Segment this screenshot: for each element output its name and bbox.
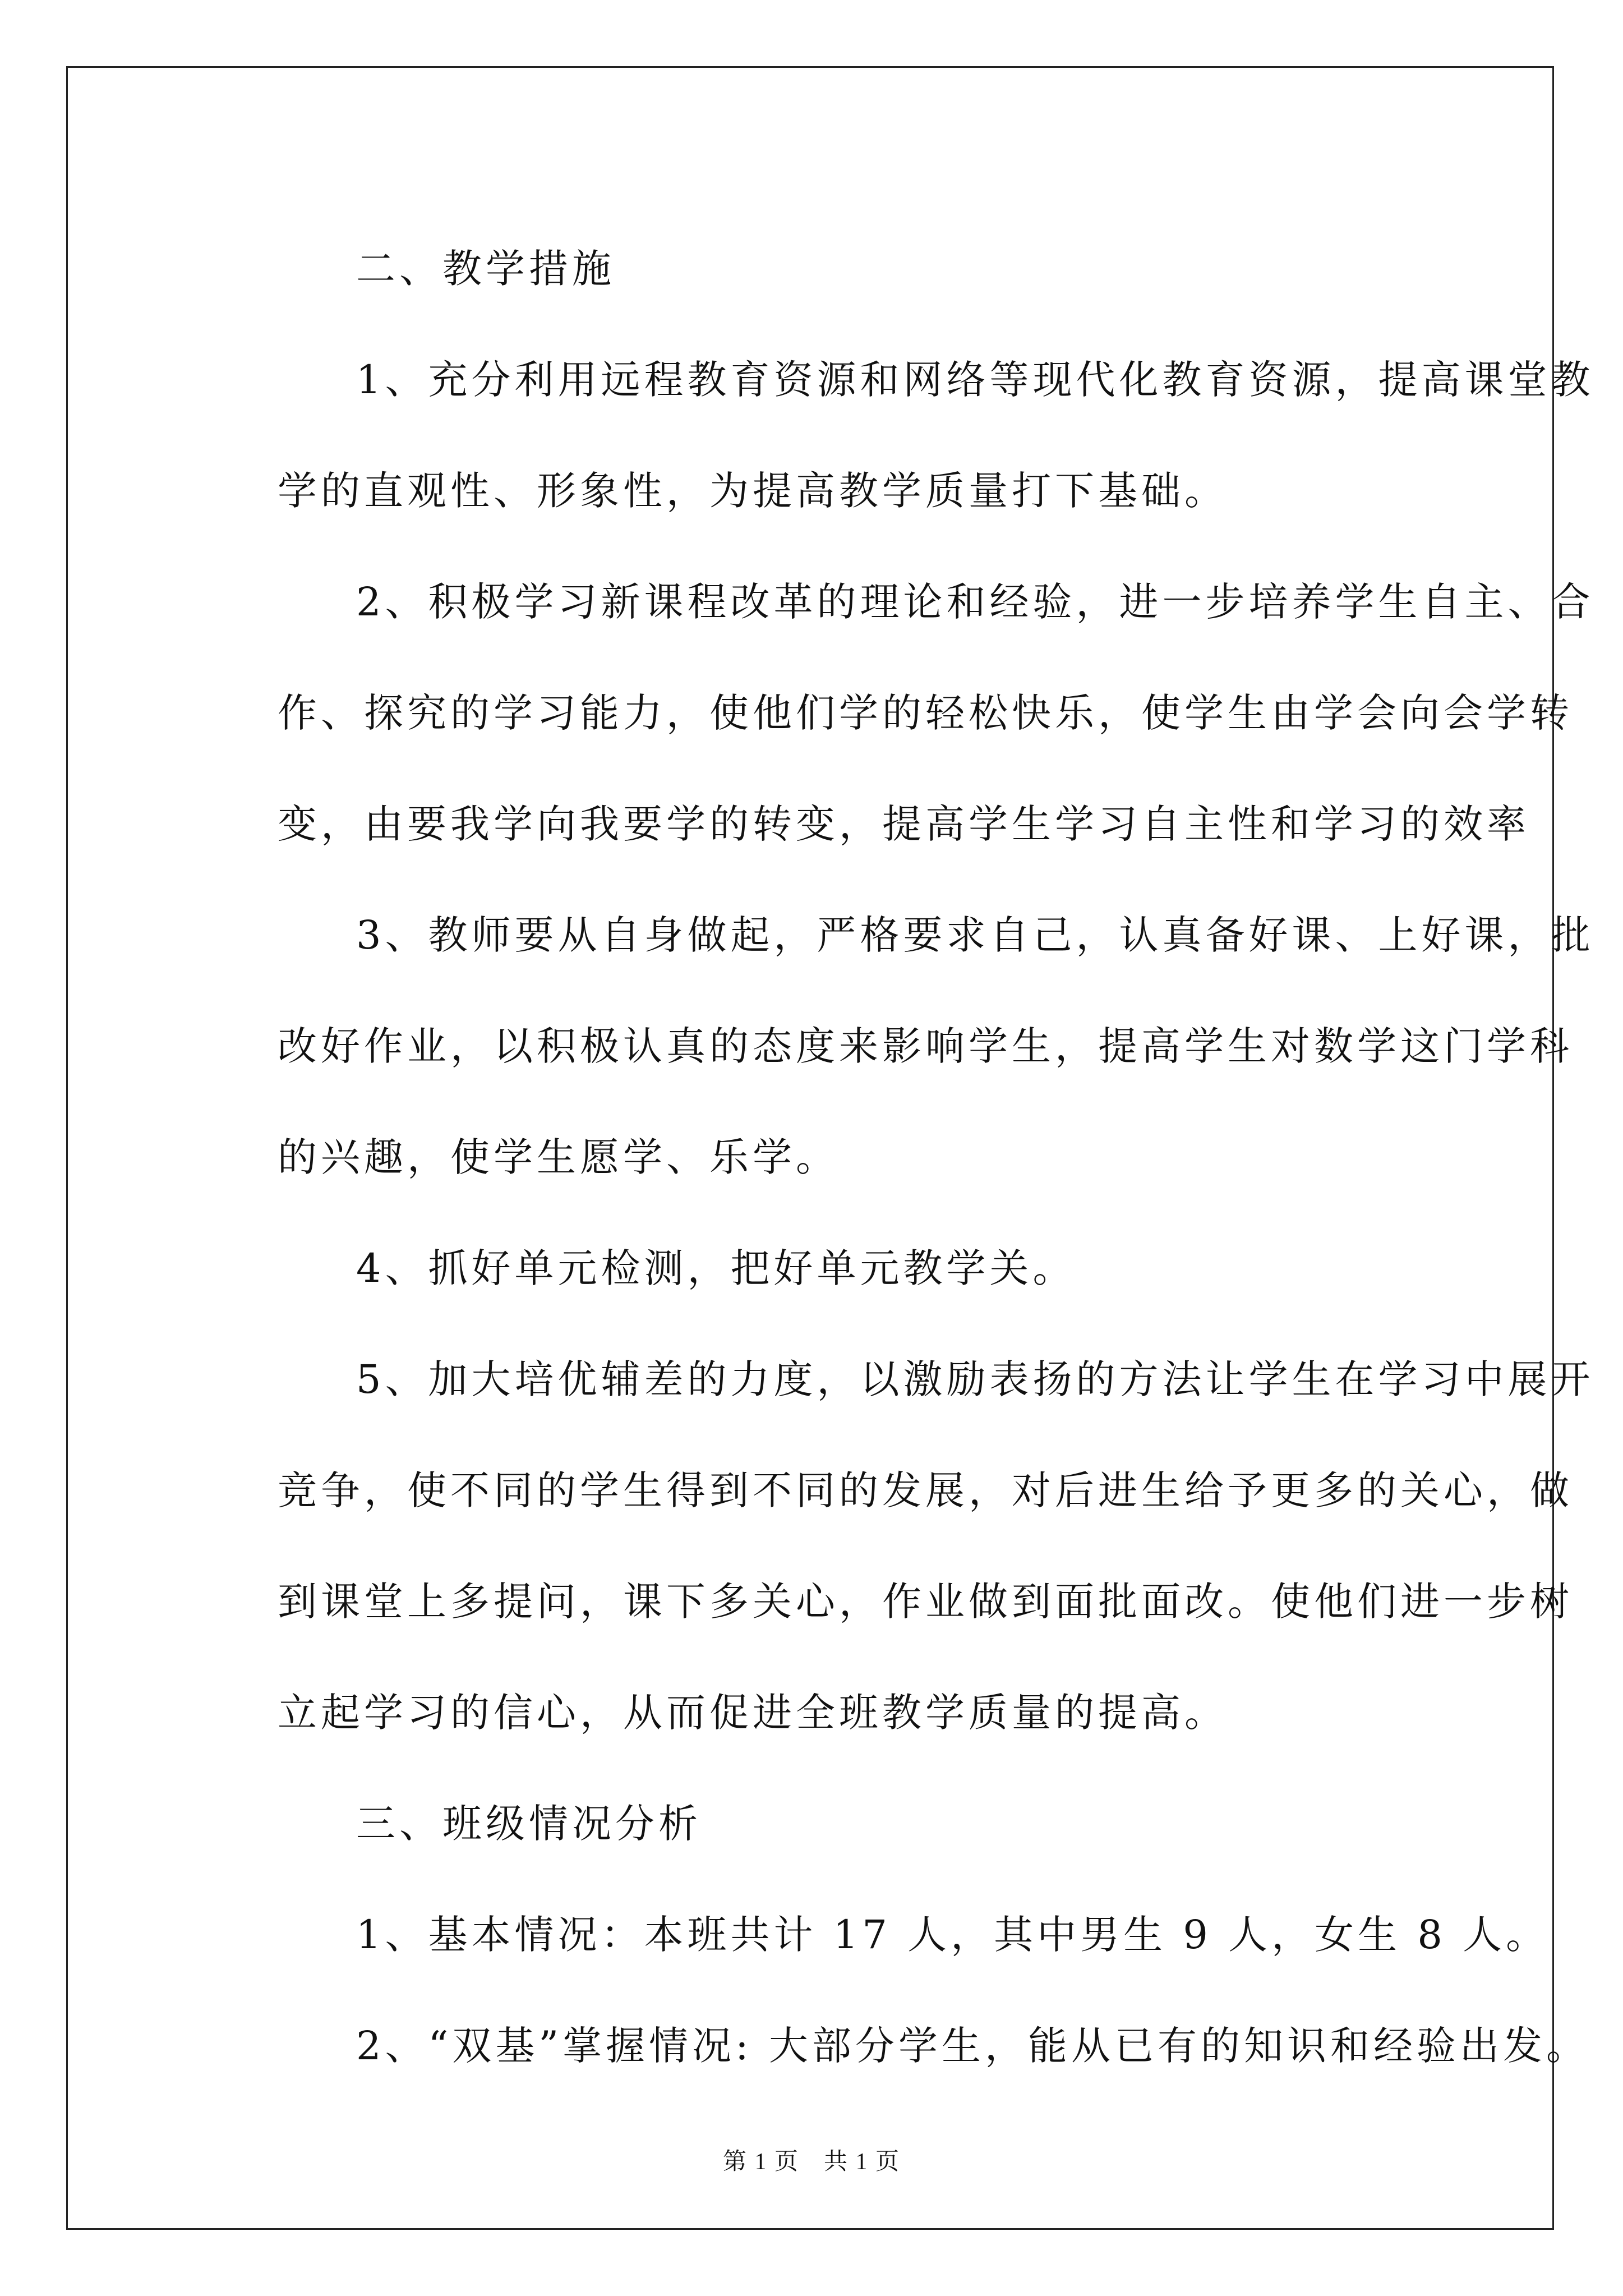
page-footer: 第 1 页 共 1 页: [722, 2149, 900, 2175]
text-line: 1、基本情况：本班共计 17 人，其中男生 9 人，女生 8 人。: [356, 1912, 1550, 1958]
text-line: 4、抓好单元检测，把好单元教学关。: [356, 1245, 1076, 1291]
text-line: 2、“双基”掌握情况: 大部分学生，能从已有的知识和经验出发。: [356, 2023, 1589, 2069]
text-line: 到课堂上多提问，课下多关心，作业做到面批面改。使他们进一步树: [278, 1579, 1573, 1625]
text-line: 竞争，使不同的学生得到不同的发展，对后进生给予更多的关心，做: [278, 1467, 1573, 1513]
text-line: 5、加大培优辅差的力度，以激励表扬的方法让学生在学习中展开: [356, 1356, 1594, 1402]
text-line: 3、教师要从自身做起，严格要求自己，认真备好课、上好课，批: [356, 912, 1594, 958]
text-line: 1、充分利用远程教育资源和网络等现代化教育资源，提高课堂教: [356, 357, 1594, 403]
section-heading-teaching-measures: 二、教学措施: [356, 246, 615, 292]
text-line: 的兴趣，使学生愿学、乐学。: [278, 1134, 839, 1180]
text-line: 改好作业，以积极认真的态度来影响学生，提高学生对数学这门学科: [278, 1023, 1573, 1069]
text-line: 2、积极学习新课程改革的理论和经验，进一步培养学生自主、合: [356, 579, 1594, 625]
text-line: 作、探究的学习能力，使他们学的轻松快乐，使学生由学会向会学转: [278, 690, 1573, 736]
text-line: 立起学习的信心，从而促进全班教学质量的提高。: [278, 1690, 1228, 1736]
document-body: [199, 213, 1594, 2101]
text-line: 变，由要我学向我要学的转变，提高学生学习自主性和学习的效率: [278, 801, 1530, 847]
section-heading-class-analysis: 三、班级情况分析: [356, 1801, 702, 1847]
text-lines: [199, 213, 1594, 2101]
text-line: 学的直观性、形象性，为提高教学质量打下基础。: [278, 468, 1228, 514]
